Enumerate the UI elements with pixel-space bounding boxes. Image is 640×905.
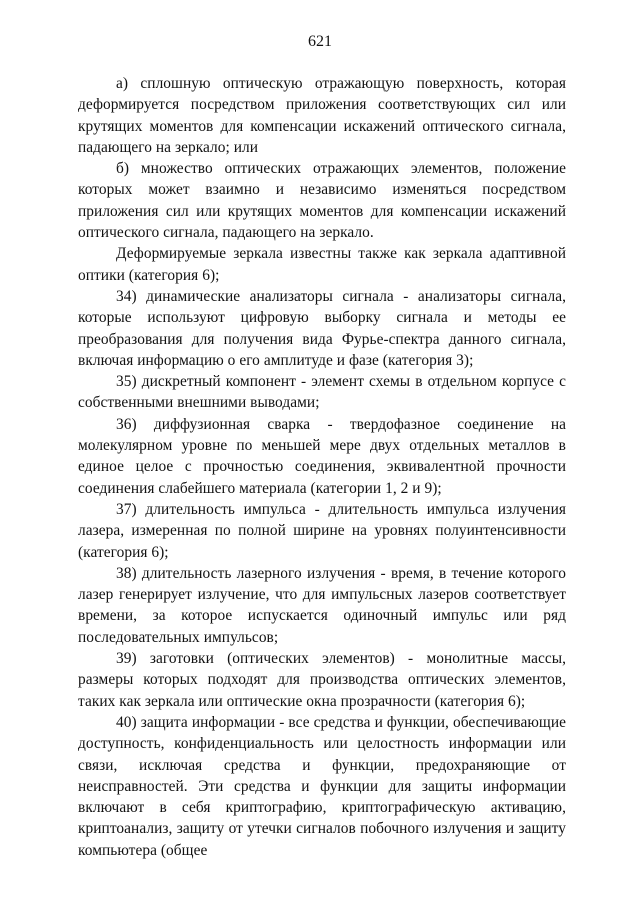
paragraph-37: 37) длительность импульса - длительность импульса излучения лазера, измеренная по полной ширине на уровнях полуинтенсивности (категория 6); bbox=[78, 500, 566, 561]
page-number: 621 bbox=[308, 33, 332, 50]
paragraph-35: 35) дискретный компонент - элемент схемы в отдельном корпусе с собственными внешними выводами; bbox=[78, 373, 566, 412]
document-body bbox=[78, 73, 566, 861]
paragraph-adaptive-optics: Деформируемые зеркала известны также как зеркала адаптивной оптики (категория 6); bbox=[78, 245, 566, 284]
paragraph-38: 38) длительность лазерного излучения - время, в течение которого лазер генерирует излучение, что для импульсных лазеров соответствует времени, за которое испускается одиночный импульс или ряд последовательных импульсов; bbox=[78, 564, 566, 646]
paragraph-b: б) множество оптических отражающих элементов, положение которых может взаимно и независимо изменяться посредством приложения сил или крутящих моментов для компенсации искажений оптического сигнала, падающего на зеркало. bbox=[78, 160, 566, 242]
paragraph-a: а) сплошную оптическую отражающую поверхность, которая деформируется посредством приложения соответствующих сил или крутящих моментов для компенсации искажений оптического сигнала, падающего на зеркало; или bbox=[78, 75, 566, 156]
paragraph-36: 36) диффузионная сварка - твердофазное соединение на молекулярном уровне по меньшей мере двух отдельных металлов в единое целое с прочностью соединения, эквивалентной прочности соединения слабейшего материала (категории 1, 2 и 9); bbox=[78, 415, 566, 497]
paragraph-39: 39) заготовки (оптических элементов) - монолитные массы, размеры которых подходят для производства оптических элементов, таких как зеркала или оптические окна прозрачности (категория 6); bbox=[78, 650, 566, 710]
paragraph-34: 34) динамические анализаторы сигнала - анализаторы сигнала, которые используют цифровую выборку сигнала и методы ее преобразования для получения вида Фурье-спектра данного сигнала, включая информацию о его амплитуде и фазе (категория 3); bbox=[78, 287, 566, 369]
paragraph-40: 40) защита информации - все средства и функции, обеспечивающие доступность, конфиденциальность или целостность информации или связи, исключая средства и функции, предохраняющие от неисправностей. Эти средства и функции для защиты информации включают в себя криптографию, криптографическую активацию, криптоанализ, защиту от утечки сигналов побочного излучения и защиту компьютера (общее bbox=[78, 713, 566, 859]
